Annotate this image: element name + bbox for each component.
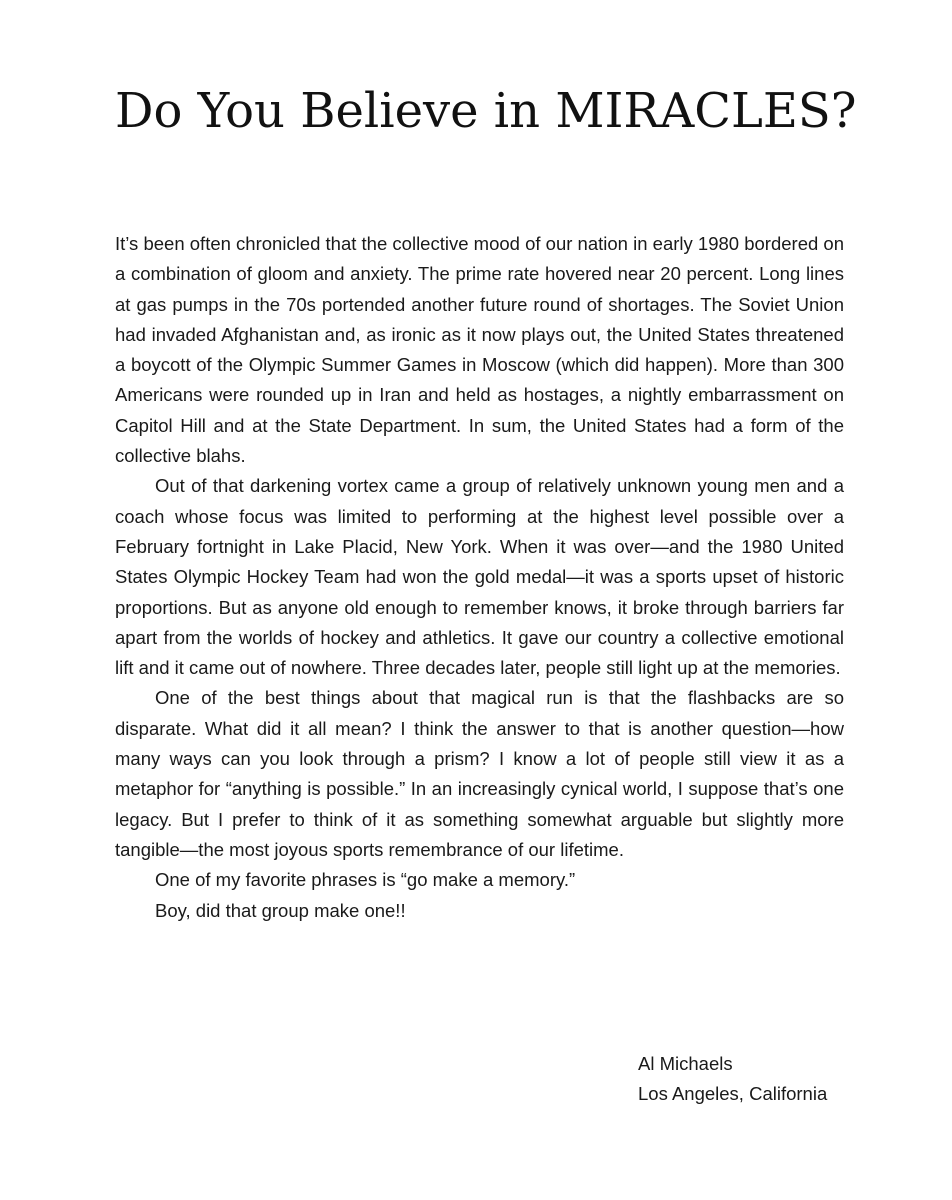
paragraph-1: It’s been often chronicled that the collective mood of our nation in early 1980 bordered on a combination of gloom and anxiety. The prime rate hovered near 20 percent. Long lines at gas pumps in the 70s portended another future round of shortages. The Soviet Union had invaded Afghanistan and, as ironic as it now plays out, the United States threatened a boycott of the Olympic Summer Games in Moscow (which did happen). More than 300 Americans were rounded up in Iran and held as hostages, a nightly embarrassment on Capitol Hill and at the State Department. In sum, the United States had a form of the collective blahs. <box>115 233 844 467</box>
paragraph-3: One of the best things about that magical run is that the flashbacks are so disparate. What did it all mean? I think the answer to that is another question—how many ways can you look through a prism? I know a lot of people still view it as a metaphor for “anything is possible.” In an increasingly cynical world, I suppose that’s one legacy. But I prefer to think of it as something somewhat arguable but slightly more tangible—the most joyous sports remembrance of our lifetime. <box>115 687 844 860</box>
signature-name: Al Michaels <box>638 1053 733 1074</box>
signature-location: Los Angeles, California <box>638 1083 828 1105</box>
paragraph-2: Out of that darkening vortex came a group of relatively unknown young men and a coach whose focus was limited to performing at the highest level possible over a February fortnight in Lake Placid, New York. When it was over—and the 1980 United States Olympic Hockey Team had won the gold medal—it was a sports upset of historic proportions. But as anyone old enough to remember knows, it broke through barriers far apart from the worlds of hockey and athletics. It gave our country a collective emotional lift and it came out of nowhere. Three decades later, people still light up at the memories. <box>115 475 844 679</box>
body-text <box>115 229 844 926</box>
paragraph-5: Boy, did that group make one!! <box>155 899 406 921</box>
paragraph-4: One of my favorite phrases is “go make a memory.” <box>155 869 576 891</box>
page-title: Do You Believe in MIRACLES? <box>115 83 857 139</box>
page <box>115 0 857 1200</box>
signature-block <box>638 1049 844 1110</box>
